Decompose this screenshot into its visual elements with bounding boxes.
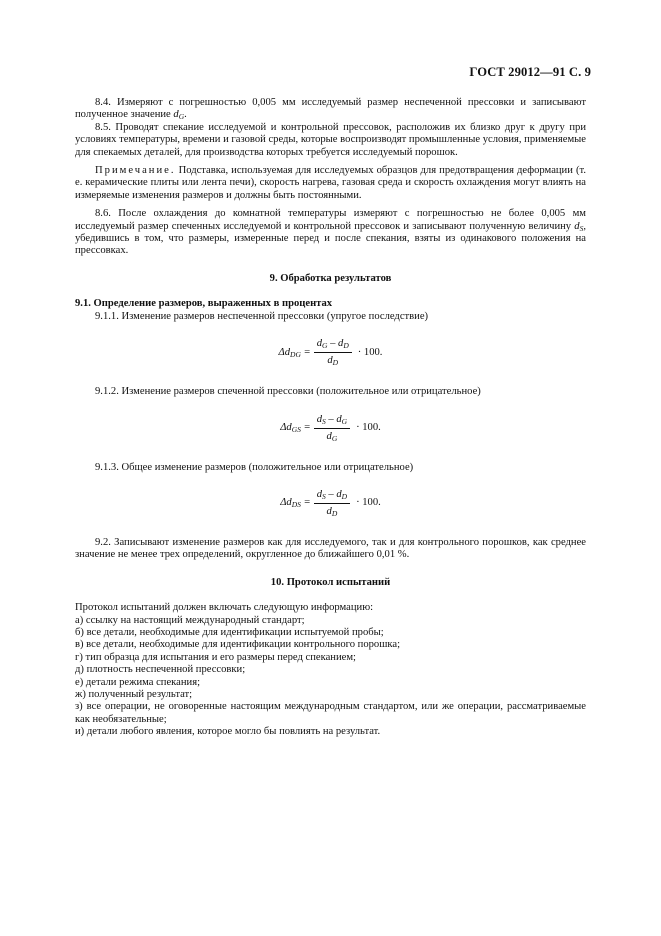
section-10-heading: 10. Протокол испытаний bbox=[270, 576, 391, 588]
paragraph-8-5: 8.5. Проводят спекание исследуемой и контрольной прессовок, расположив их близко друг к другу при условиях температуры, времени и газовой среды, которые воспроизводят промышленные условия, применяемые для спекаемых деталей, для производства которых требуется исследуемый порошок. bbox=[75, 121, 586, 158]
list-item: г) тип образца для испытания и его размеры перед спеканием; bbox=[75, 651, 356, 663]
paragraph-8-4: 8.4. Измеряют с погрешностью 0,005 мм исследуемый размер неспеченной прессовки и записывают полученное значение $d_G$. bbox=[75, 97, 586, 122]
list-item: б) все детали, необходимые для идентификации испытуемой пробы; bbox=[75, 626, 384, 638]
document-body bbox=[75, 97, 586, 739]
protocol-list bbox=[75, 602, 586, 738]
paragraph-8-6: 8.6. После охлаждения до комнатной температуры измеряют с погрешностью не более 0,005 мм исследуемый размер спеченных исследуемой и контрольной прессовок и записывают полученную величину $d_S$, убедившись в том, что размеры, измеренные перед и после спекания, взяты из одинакового положения на прессовках. bbox=[75, 208, 586, 257]
page-header: ГОСТ 29012—91 С. 9 bbox=[469, 65, 591, 79]
note-paragraph bbox=[75, 165, 586, 202]
list-item: з) все операции, не оговоренные настоящим международным стандартом, или же операции, рассматриваемые как необязательные; bbox=[75, 701, 586, 725]
paragraph-9-1-3: 9.1.3. Общее изменение размеров (положительное или отрицательное) bbox=[95, 461, 414, 473]
section-9-heading: 9. Обработка результатов bbox=[269, 272, 392, 284]
formula-ds: $\Delta d_{DS}$ = $\frac{d_S - d_D}{d_D}$ · 100. bbox=[280, 488, 381, 518]
note-label: Примечание. bbox=[95, 165, 176, 177]
protocol-intro: Протокол испытаний должен включать следующую информацию: bbox=[75, 602, 374, 614]
list-item: е) детали режима спекания; bbox=[75, 676, 201, 688]
formula-dg: $\Delta d_{DG}$ = $\frac{d_G - d_D}{d_D}$ · 100. bbox=[278, 338, 383, 368]
list-item: а) ссылку на настоящий международный стандарт; bbox=[75, 614, 305, 626]
subsection-9-1-heading: 9.1. Определение размеров, выраженных в процентах bbox=[75, 298, 333, 310]
list-item: в) все детали, необходимые для идентификации контрольного порошка; bbox=[75, 639, 401, 651]
paragraph-9-1-2: 9.1.2. Изменение размеров спеченной прессовки (положительное или отрицательное) bbox=[95, 386, 481, 398]
note-text: Подставка, используемая для исследуемых образцов для предотвращения деформации (т. е. керамические плиты или лента печи), скорость нагрева, газовая среда и скорость охлаждения могут влиять на измеряемые изменения размеров и должны быть постоянными. bbox=[75, 165, 586, 201]
list-item: ж) полученный результат; bbox=[75, 688, 193, 700]
list-item: д) плотность неспеченной прессовки; bbox=[75, 664, 246, 676]
paragraph-9-2: 9.2. Записывают изменение размеров как для исследуемого, так и для контрольного порошков, как среднее значение не менее трех определений, округленное до ближайшего 0,01 %. bbox=[75, 536, 586, 561]
formula-gs: $\Delta d_{GS}$ = $\frac{d_S - d_G}{d_G}$ · 100. bbox=[280, 413, 381, 443]
list-item: и) детали любого явления, которое могло бы повлиять на результат. bbox=[75, 726, 381, 738]
paragraph-9-1-1: 9.1.1. Изменение размеров неспеченной прессовки (упругое последствие) bbox=[95, 310, 429, 322]
